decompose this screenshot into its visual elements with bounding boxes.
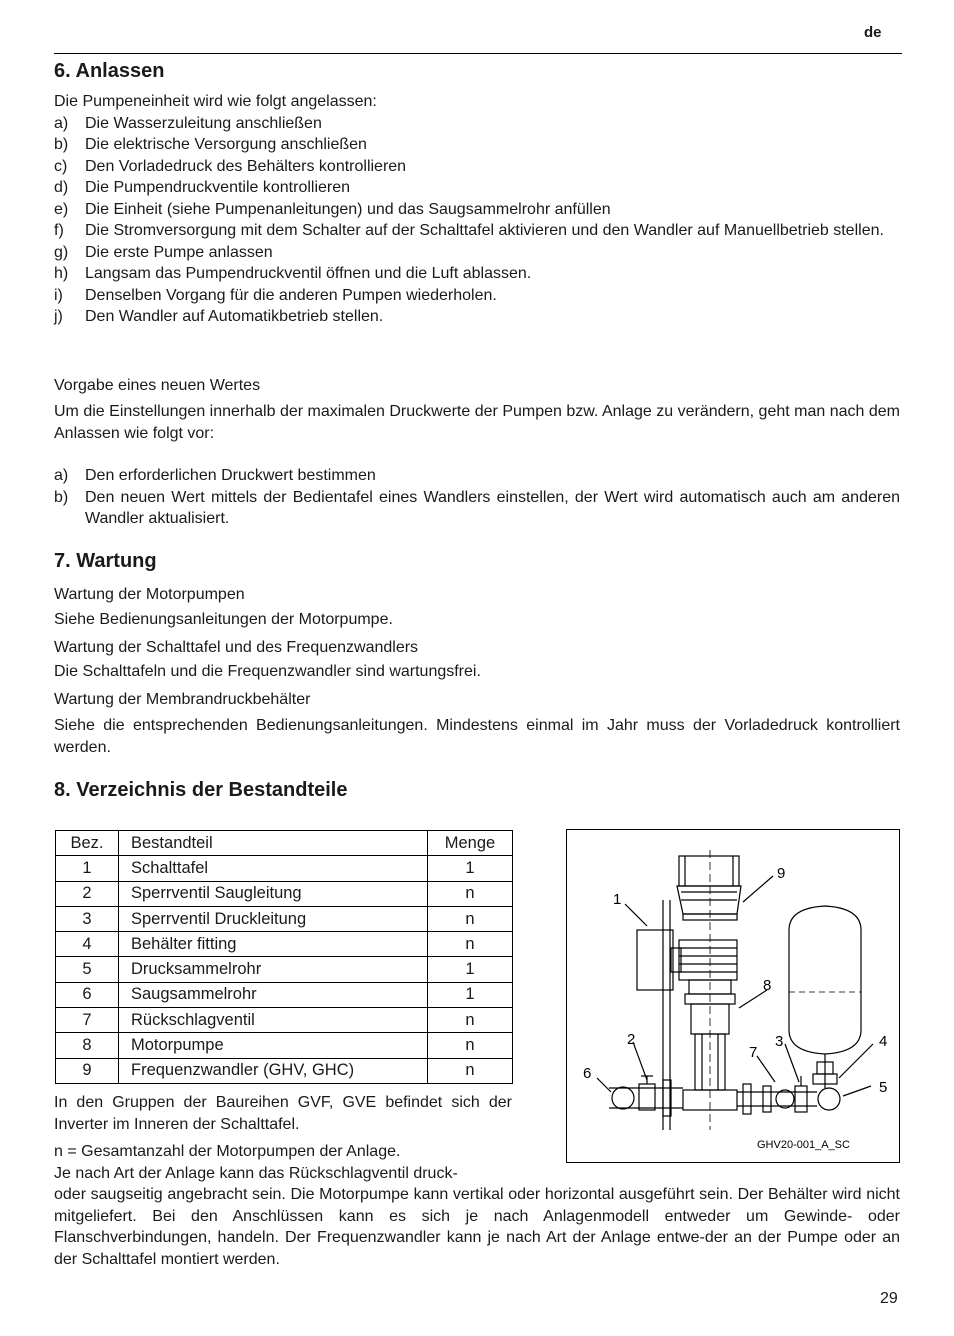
list-text: Den Vorladedruck des Behälters kontrollieren (85, 157, 407, 175)
maintenance-tank-title: Wartung der Membrandruckbehälter (54, 691, 311, 708)
list-text: Die Pumpendruckventile kontrollieren (85, 179, 351, 196)
parts-table (55, 830, 513, 1084)
installation-note: oder saugseitig angebracht sein. Die Motorpumpe kann vertikal oder horizontal ausgeführt sein. Der Behälter wird nicht mitgeliefert. Bei den Anschlüssen kann es sich je nach Anlagenmodell entweder um Gewinde- oder Flanschverbindungen, handeln. Der Frequenzwandler kann je nach Art der Anlage entwe-der an der Pumpe oder an der Schalttafel montiert werden. (54, 1186, 900, 1268)
list-marker: i) (54, 286, 63, 304)
motor-top-shape (679, 856, 739, 886)
callout-7: 7 (749, 1044, 758, 1061)
header-rule (54, 53, 902, 54)
list-item (54, 242, 900, 264)
cell-bez: 9 (56, 1058, 119, 1083)
cell-bestandteil: Behälter fitting (119, 932, 428, 957)
table-row (56, 1008, 513, 1033)
list-text: Die Stromversorgung mit dem Schalter auf der Schalttafel aktivieren und den Wandler auf Manuellbetrieb stellen. (85, 222, 884, 239)
list-item (54, 113, 900, 135)
cell-menge: n (428, 1058, 513, 1083)
pump-unit-drawing (567, 830, 899, 1162)
section-6-body (54, 91, 900, 328)
list-marker: c) (54, 157, 68, 175)
cell-bestandteil: Sperrventil Saugleitung (119, 881, 428, 906)
cell-bestandteil: Motorpumpe (119, 1033, 428, 1058)
section-6-title: 6. Anlassen (54, 60, 165, 82)
list-marker: h) (54, 265, 69, 282)
cell-menge: n (428, 1033, 513, 1058)
maintenance-panel-title: Wartung der Schalttafel und des Frequenzwandlers (54, 639, 419, 656)
callout-9: 9 (777, 865, 786, 882)
cell-bez: 5 (56, 957, 119, 982)
header-menge: Menge (428, 831, 513, 856)
callout-4: 4 (879, 1033, 888, 1050)
cell-bez: 6 (56, 982, 119, 1007)
list-item (54, 134, 900, 156)
callout-6: 6 (583, 1065, 592, 1082)
list-text: Den neuen Wert mittels der Bedientafel eines Wandlers einstellen, der Wert wird automatisch auch am anderen Wandler aktualisiert. (85, 488, 900, 527)
table-row (56, 1033, 513, 1058)
list-item (54, 465, 900, 487)
cell-menge: n (428, 1008, 513, 1033)
callout-1: 1 (613, 891, 622, 908)
header-bez: Bez. (56, 831, 119, 856)
cell-menge: 1 (428, 856, 513, 881)
list-marker: j) (54, 308, 63, 325)
table-row (56, 982, 513, 1007)
list-item (54, 177, 900, 199)
list-marker: a) (54, 467, 69, 484)
list-item (54, 220, 900, 242)
table-row (56, 957, 513, 982)
inverter-note: In den Gruppen der Baureihen GVF, GVE befindet sich der Inverter im Inneren der Schalttafel. (54, 1094, 512, 1133)
list-marker: b) (54, 488, 69, 506)
table-row (56, 906, 513, 931)
cell-menge: n (428, 906, 513, 931)
cell-bestandteil: Sperrventil Druckleitung (119, 906, 428, 931)
list-item (54, 306, 900, 328)
cell-bez: 8 (56, 1033, 119, 1058)
valve-note-line: Je nach Art der Anlage kann das Rückschlagventil druck- (54, 1164, 458, 1182)
list-text: Die Einheit (siehe Pumpenanleitungen) und das Saugsammelrohr anfüllen (85, 200, 611, 218)
list-marker: e) (54, 200, 69, 218)
list-marker: a) (54, 114, 69, 132)
cell-bestandteil: Rückschlagventil (119, 1008, 428, 1033)
check-valve-shape (776, 1090, 794, 1108)
count-note-line: n = Gesamtanzahl der Motorpumpen der Anlage. (54, 1143, 401, 1160)
section-6-steps (54, 113, 900, 328)
cell-menge: 1 (428, 957, 513, 982)
list-item (54, 156, 900, 178)
list-item (54, 263, 900, 285)
list-text: Langsam das Pumpendruckventil öffnen und die Luft ablassen. (85, 265, 532, 282)
callout-5: 5 (879, 1079, 888, 1096)
parts-table-header (56, 831, 513, 856)
list-marker: g) (54, 243, 69, 261)
list-marker: d) (54, 179, 69, 196)
discharge-manifold-shape (818, 1088, 840, 1110)
cell-bestandteil: Drucksammelrohr (119, 957, 428, 982)
list-item (54, 199, 900, 221)
table-row (56, 856, 513, 881)
cell-menge: n (428, 932, 513, 957)
control-panel-shape (637, 930, 673, 990)
maintenance-pumps-text: Siehe Bedienungsanleitungen der Motorpumpe. (54, 611, 393, 628)
cell-bestandteil: Saugsammelrohr (119, 982, 428, 1007)
callout-leader (625, 904, 647, 926)
list-text: Die Wasserzuleitung anschließen (85, 114, 322, 132)
suction-manifold-shape (612, 1087, 634, 1109)
new-value-text: Um die Einstellungen innerhalb der maximalen Druckwerte der Pumpen bzw. Anlage zu verändern, geht man nach dem Anlassen wie folgt vor: (54, 403, 900, 442)
inverter-shape (679, 940, 737, 980)
list-marker: f) (54, 222, 64, 239)
maintenance-pumps-title: Wartung der Motorpumpen (54, 586, 245, 603)
new-value-title: Vorgabe eines neuen Wertes (54, 377, 261, 394)
cell-bestandteil: Schalttafel (119, 856, 428, 881)
tank-shape (789, 906, 861, 1054)
list-item (54, 285, 900, 307)
language-tag: de (864, 24, 882, 41)
page-number: 29 (880, 1290, 898, 1307)
list-text: Den erforderlichen Druckwert bestimmen (85, 467, 376, 484)
count-note (54, 1141, 524, 1184)
table-row (56, 881, 513, 906)
callout-8: 8 (763, 977, 772, 994)
callout-2: 2 (627, 1031, 636, 1048)
cell-bez: 1 (56, 856, 119, 881)
header-bestandteil: Bestandteil (119, 831, 428, 856)
figure-code: GHV20-001_A_SC (757, 1139, 850, 1151)
list-text: Die erste Pumpe anlassen (85, 243, 273, 261)
list-text: Denselben Vorgang für die anderen Pumpen wiederholen. (85, 286, 497, 304)
cell-bez: 3 (56, 906, 119, 931)
cell-bestandteil: Frequenzwandler (GHV, GHC) (119, 1058, 428, 1083)
section-8-title: 8. Verzeichnis der Bestandteile (54, 779, 348, 801)
cell-menge: n (428, 881, 513, 906)
section-6-intro: Die Pumpeneinheit wird wie folgt angelassen: (54, 93, 377, 110)
table-row (56, 932, 513, 957)
pump-unit-figure (566, 829, 900, 1163)
new-value-steps (54, 465, 900, 530)
list-item (54, 487, 900, 530)
maintenance-panel-text: Die Schalttafeln und die Frequenzwandler sind wartungsfrei. (54, 663, 481, 680)
cell-bez: 4 (56, 932, 119, 957)
callout-3: 3 (775, 1033, 784, 1050)
list-text: Den Wandler auf Automatikbetrieb stellen. (85, 308, 384, 325)
section-7-title: 7. Wartung (54, 550, 157, 572)
list-marker: b) (54, 136, 69, 153)
table-row (56, 1058, 513, 1083)
cell-bez: 2 (56, 881, 119, 906)
list-text: Die elektrische Versorgung anschließen (85, 136, 367, 153)
cell-menge: 1 (428, 982, 513, 1007)
cell-bez: 7 (56, 1008, 119, 1033)
maintenance-tank-text: Siehe die entsprechenden Bedienungsanleitungen. Mindestens einmal im Jahr muss der Vorladedruck kontrolliert werden. (54, 717, 900, 756)
